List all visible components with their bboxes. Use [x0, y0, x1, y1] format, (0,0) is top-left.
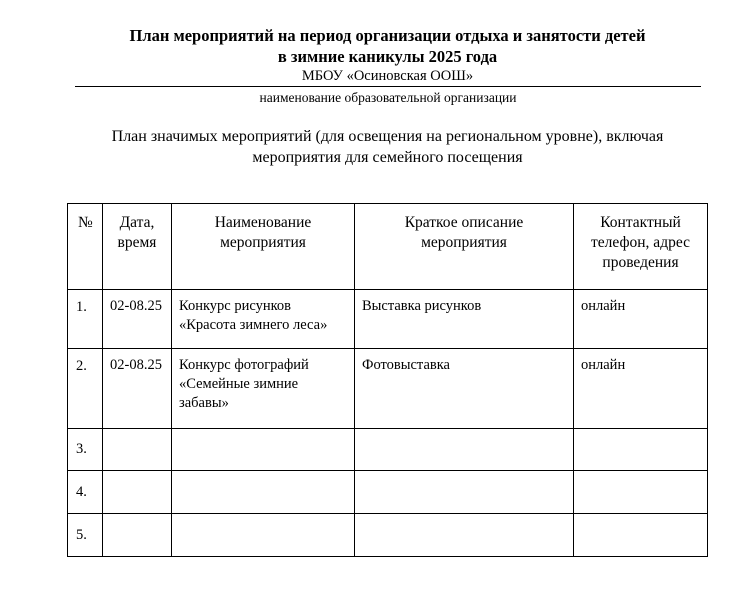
cell-contact: онлайн [574, 349, 708, 429]
document-title-line-1: План мероприятий на период организации отдыха и занятости детей [129, 26, 646, 45]
cell-name: Конкурс рисунков «Красота зимнего леса» [172, 290, 355, 349]
cell-date [103, 429, 172, 471]
cell-date [103, 514, 172, 557]
subtitle-line-1: План значимых мероприятий (для освещения на региональном уровне), включая [111, 128, 664, 145]
table-row [68, 514, 708, 557]
header-description: Краткое описание мероприятия [355, 204, 574, 290]
cell-num: 1. [68, 290, 103, 349]
table-header-row [68, 204, 708, 290]
cell-num: 2. [68, 349, 103, 429]
header-contact: Контактный телефон, адрес проведения [574, 204, 708, 290]
cell-contact [574, 471, 708, 514]
cell-num: 3. [68, 429, 103, 471]
header-date: Дата, время [103, 204, 172, 290]
cell-name: Конкурс фотографий «Семейные зимние забавы» [172, 349, 355, 429]
cell-name [172, 429, 355, 471]
cell-num: 4. [68, 471, 103, 514]
table-row [68, 290, 708, 349]
table-row [68, 429, 708, 471]
table-row [68, 349, 708, 429]
cell-date: 02-08.25 [103, 349, 172, 429]
cell-contact [574, 429, 708, 471]
cell-name [172, 471, 355, 514]
cell-contact [574, 514, 708, 557]
organization-caption: наименование образовательной организации [259, 90, 517, 105]
document-title-line-2: в зимние каникулы 2025 года [277, 47, 498, 66]
cell-date [103, 471, 172, 514]
table-row [68, 471, 708, 514]
header-name: Наименование мероприятия [172, 204, 355, 290]
cell-num: 5. [68, 514, 103, 557]
cell-description [355, 514, 574, 557]
cell-description: Фотовыставка [355, 349, 574, 429]
cell-description: Выставка рисунков [355, 290, 574, 349]
events-table [67, 203, 708, 557]
cell-date: 02-08.25 [103, 290, 172, 349]
cell-description [355, 471, 574, 514]
cell-name [172, 514, 355, 557]
organization-name: МБОУ «Осиновская ООШ» [301, 68, 474, 84]
header-num: № [68, 204, 103, 290]
subtitle-line-2: мероприятия для семейного посещения [252, 149, 523, 166]
cell-contact: онлайн [574, 290, 708, 349]
organization-underline [75, 86, 701, 87]
cell-description [355, 429, 574, 471]
